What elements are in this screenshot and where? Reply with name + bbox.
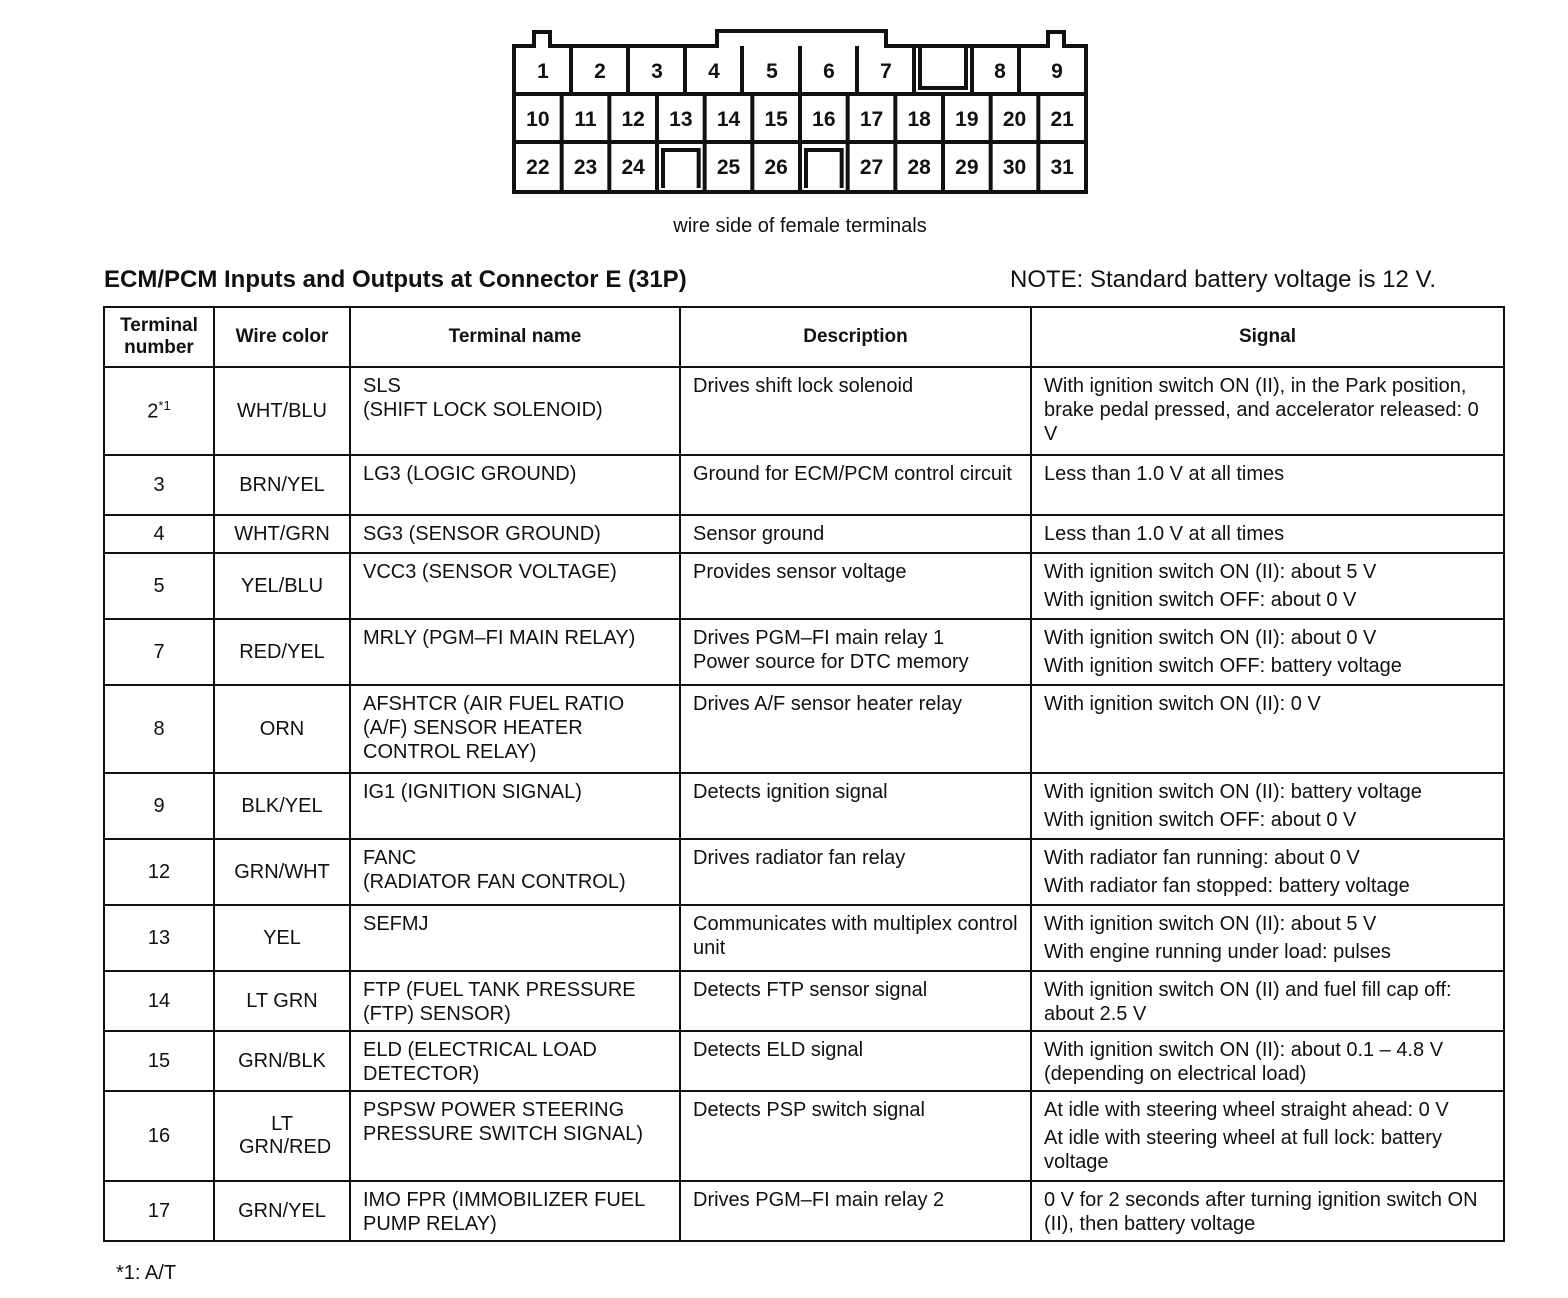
wire-color: GRN/BLK	[214, 1031, 350, 1091]
wire-color: GRN/YEL	[214, 1181, 350, 1241]
page-title: ECM/PCM Inputs and Outputs at Connector E (31P)	[104, 266, 687, 293]
pin-label: 15	[764, 108, 788, 131]
key-notch	[806, 150, 842, 188]
key-notch	[920, 48, 966, 88]
pin-label: 31	[1050, 156, 1074, 179]
pin-label: 18	[907, 108, 931, 131]
wire-color: ORN	[214, 685, 350, 773]
connector-diagram	[510, 28, 1092, 198]
description-line: Communicates with multiplex control unit	[693, 913, 1018, 959]
terminal-number: 8	[153, 717, 165, 740]
table-row	[104, 685, 1504, 773]
terminal-number: 7	[153, 640, 165, 663]
footnote-marker: *1	[158, 398, 171, 414]
pin-label: 8	[994, 60, 1006, 83]
table-row	[104, 971, 1504, 1031]
table-row	[104, 1181, 1504, 1241]
terminal-number-cell	[104, 553, 214, 619]
signal-line: With radiator fan stopped: battery voltage	[1044, 875, 1410, 897]
description-line: Drives PGM–FI main relay 1	[693, 627, 945, 649]
table-row	[104, 905, 1504, 971]
pin-label: 13	[669, 108, 693, 131]
terminal-name-line: (SHIFT LOCK SOLENOID)	[363, 399, 603, 421]
terminal-name-line: IG1 (IGNITION SIGNAL)	[363, 781, 582, 803]
table-row	[104, 1091, 1504, 1181]
table-row	[104, 619, 1504, 685]
terminal-name-line: (RADIATOR FAN CONTROL)	[363, 871, 626, 893]
signal-cell	[1031, 905, 1504, 971]
table-row	[104, 367, 1504, 455]
wire-color: YEL/BLU	[214, 553, 350, 619]
pin-label: 21	[1050, 108, 1074, 131]
pin-label: 14	[716, 108, 741, 131]
pin-label: 6	[823, 60, 835, 83]
terminal-name-line: FANC	[363, 847, 417, 869]
terminal-name-line: FTP (FUEL TANK PRESSURE (FTP) SENSOR)	[363, 979, 636, 1025]
description-cell	[680, 905, 1031, 971]
description-line: Sensor ground	[693, 523, 825, 545]
signal-cell	[1031, 619, 1504, 685]
description-line: Drives PGM–FI main relay 2	[693, 1189, 945, 1211]
pin-label: 5	[766, 60, 778, 83]
terminal-name-cell	[350, 619, 680, 685]
terminal-number-cell	[104, 455, 214, 515]
terminal-number: 9	[153, 794, 165, 817]
io-table	[103, 306, 1505, 1242]
signal-line: With ignition switch ON (II): about 5 V	[1044, 913, 1377, 935]
terminal-number: 14	[147, 989, 171, 1012]
description-cell	[680, 455, 1031, 515]
wire-color: BRN/YEL	[214, 455, 350, 515]
table-row	[104, 773, 1504, 839]
description-cell	[680, 773, 1031, 839]
description-line: Detects ELD signal	[693, 1039, 864, 1061]
header-terminal-line1: Terminal	[120, 315, 198, 337]
connector-caption: wire side of female terminals	[673, 215, 927, 237]
pin-label: 4	[708, 60, 720, 83]
footnote: *1: A/T	[116, 1262, 177, 1284]
description-cell	[680, 1031, 1031, 1091]
terminal-number-cell	[104, 1091, 214, 1181]
description-line: Detects ignition signal	[693, 781, 888, 803]
key-notch	[663, 150, 699, 188]
terminal-name-cell	[350, 553, 680, 619]
terminal-number: 15	[147, 1049, 171, 1072]
terminal-number-cell	[104, 773, 214, 839]
wire-color: YEL	[214, 905, 350, 971]
signal-line: With ignition switch ON (II): about 0.1 – 4.8 V (depending on electrical load)	[1044, 1039, 1444, 1085]
description-cell	[680, 515, 1031, 553]
terminal-name-line: IMO FPR (IMMOBILIZER FUEL PUMP RELAY)	[363, 1189, 645, 1235]
description-cell	[680, 619, 1031, 685]
signal-line: With engine running under load: pulses	[1044, 941, 1391, 963]
pin-label: 9	[1051, 60, 1063, 83]
header-signal: Signal	[1031, 307, 1504, 367]
table-row	[104, 455, 1504, 515]
terminal-number: 13	[147, 926, 171, 949]
signal-line: With ignition switch ON (II): 0 V	[1044, 693, 1321, 715]
description-line: Drives radiator fan relay	[693, 847, 906, 869]
wire-color: LT GRN/RED	[214, 1091, 350, 1181]
signal-line: With ignition switch OFF: battery voltage	[1044, 655, 1402, 677]
signal-line: Less than 1.0 V at all times	[1044, 523, 1285, 545]
terminal-name-line: VCC3 (SENSOR VOLTAGE)	[363, 561, 617, 583]
header-terminal-number	[104, 307, 214, 367]
description-cell	[680, 1091, 1031, 1181]
terminal-number-cell	[104, 1181, 214, 1241]
description-line: Ground for ECM/PCM control circuit	[693, 463, 1012, 485]
pin-label: 25	[716, 156, 741, 179]
terminal-name-line: SLS	[363, 375, 401, 397]
signal-line: With ignition switch ON (II), in the Park position, brake pedal pressed, and accelerator released: 0 V	[1044, 375, 1479, 445]
signal-cell	[1031, 1091, 1504, 1181]
terminal-number: 16	[147, 1124, 171, 1147]
pin-label: 24	[621, 156, 645, 179]
terminal-number-cell	[104, 619, 214, 685]
pin-label: 19	[955, 108, 979, 131]
table-row	[104, 839, 1504, 905]
terminal-name-line: MRLY (PGM–FI MAIN RELAY)	[363, 627, 636, 649]
terminal-name-line: SEFMJ	[363, 913, 429, 935]
description-line: Provides sensor voltage	[693, 561, 907, 583]
terminal-name-cell	[350, 367, 680, 455]
terminal-number-cell	[104, 971, 214, 1031]
wire-color: RED/YEL	[214, 619, 350, 685]
pin-label: 3	[651, 60, 663, 83]
signal-cell	[1031, 515, 1504, 553]
description-cell	[680, 839, 1031, 905]
signal-cell	[1031, 1031, 1504, 1091]
terminal-name-cell	[350, 515, 680, 553]
pin-label: 7	[880, 60, 892, 83]
description-line: Detects FTP sensor signal	[693, 979, 928, 1001]
terminal-name-cell	[350, 1091, 680, 1181]
description-cell	[680, 1181, 1031, 1241]
pin-label: 29	[955, 156, 979, 179]
terminal-number-cell	[104, 839, 214, 905]
header-terminal-line2: number	[124, 337, 194, 358]
signal-cell	[1031, 553, 1504, 619]
signal-line: At idle with steering wheel straight ahead: 0 V	[1044, 1099, 1449, 1121]
signal-line: Less than 1.0 V at all times	[1044, 463, 1285, 485]
terminal-name-cell	[350, 455, 680, 515]
terminal-number-cell	[104, 367, 214, 455]
pin-label: 16	[812, 108, 836, 131]
signal-line: 0 V for 2 seconds after turning ignition switch ON (II), then battery voltage	[1044, 1189, 1478, 1235]
signal-cell	[1031, 773, 1504, 839]
terminal-number-cell	[104, 685, 214, 773]
signal-line: With radiator fan running: about 0 V	[1044, 847, 1360, 869]
description-line: Power source for DTC memory	[693, 651, 969, 673]
pin-label: 30	[1002, 156, 1027, 179]
signal-line: With ignition switch ON (II): about 5 V	[1044, 561, 1377, 583]
pin-label: 1	[537, 60, 549, 83]
pin-label: 28	[907, 156, 931, 179]
signal-line: With ignition switch ON (II): battery voltage	[1044, 781, 1422, 803]
description-line: Drives A/F sensor heater relay	[693, 693, 962, 715]
pin-label: 12	[621, 108, 645, 131]
terminal-number-cell	[104, 515, 214, 553]
terminal-name-cell	[350, 773, 680, 839]
description-line: Drives shift lock solenoid	[693, 375, 914, 397]
terminal-number: 3	[153, 473, 165, 496]
wire-color: WHT/GRN	[214, 515, 350, 553]
table-header-row	[104, 307, 1504, 367]
header-terminal-name: Terminal name	[350, 307, 680, 367]
header-description: Description	[680, 307, 1031, 367]
signal-cell	[1031, 971, 1504, 1031]
table-row	[104, 1031, 1504, 1091]
terminal-name-line: PSPSW POWER STEERING PRESSURE SWITCH SIGNAL)	[363, 1099, 644, 1145]
wire-color: GRN/WHT	[214, 839, 350, 905]
terminal-name-line: ELD (ELECTRICAL LOAD DETECTOR)	[363, 1039, 597, 1085]
wire-color: BLK/YEL	[214, 773, 350, 839]
terminal-name-cell	[350, 1181, 680, 1241]
terminal-number: 4	[153, 522, 165, 545]
terminal-name-cell	[350, 839, 680, 905]
terminal-name-line: SG3 (SENSOR GROUND)	[363, 523, 601, 545]
table-row	[104, 553, 1504, 619]
description-cell	[680, 971, 1031, 1031]
terminal-name-line: LG3 (LOGIC GROUND)	[363, 463, 577, 485]
signal-cell	[1031, 685, 1504, 773]
signal-cell	[1031, 839, 1504, 905]
pin-label: 22	[526, 156, 550, 179]
signal-line: With ignition switch ON (II) and fuel fill cap off: about 2.5 V	[1044, 979, 1452, 1025]
signal-cell	[1031, 1181, 1504, 1241]
terminal-number-cell	[104, 905, 214, 971]
terminal-name-cell	[350, 685, 680, 773]
description-cell	[680, 685, 1031, 773]
terminal-number: 5	[153, 574, 165, 597]
terminal-number: 2	[147, 400, 159, 423]
terminal-name-cell	[350, 905, 680, 971]
signal-line: With ignition switch ON (II): about 0 V	[1044, 627, 1377, 649]
terminal-number: 12	[147, 860, 171, 883]
description-cell	[680, 367, 1031, 455]
header-wire-color: Wire color	[214, 307, 350, 367]
terminal-number: 17	[147, 1199, 171, 1222]
pin-label: 27	[859, 156, 884, 179]
pin-label: 23	[573, 156, 598, 179]
pin-label: 10	[526, 108, 550, 131]
terminal-number-cell	[104, 1031, 214, 1091]
terminal-name-cell	[350, 971, 680, 1031]
description-cell	[680, 553, 1031, 619]
pin-label: 26	[764, 156, 788, 179]
table-row	[104, 515, 1504, 553]
signal-cell	[1031, 455, 1504, 515]
pin-label: 17	[859, 108, 884, 131]
description-line: Detects PSP switch signal	[693, 1099, 925, 1121]
pin-label: 11	[574, 108, 597, 131]
signal-cell	[1031, 367, 1504, 455]
signal-line: With ignition switch OFF: about 0 V	[1044, 809, 1357, 831]
wire-color: LT GRN	[214, 971, 350, 1031]
pin-label: 2	[594, 60, 606, 83]
signal-line: With ignition switch OFF: about 0 V	[1044, 589, 1357, 611]
wire-color: WHT/BLU	[214, 367, 350, 455]
signal-line: At idle with steering wheel at full lock: battery voltage	[1044, 1127, 1442, 1173]
terminal-name-line: AFSHTCR (AIR FUEL RATIO (A/F) SENSOR HEATER CONTROL RELAY)	[363, 693, 625, 763]
battery-note: NOTE: Standard battery voltage is 12 V.	[1010, 266, 1437, 293]
pin-label: 20	[1002, 108, 1027, 131]
terminal-name-cell	[350, 1031, 680, 1091]
